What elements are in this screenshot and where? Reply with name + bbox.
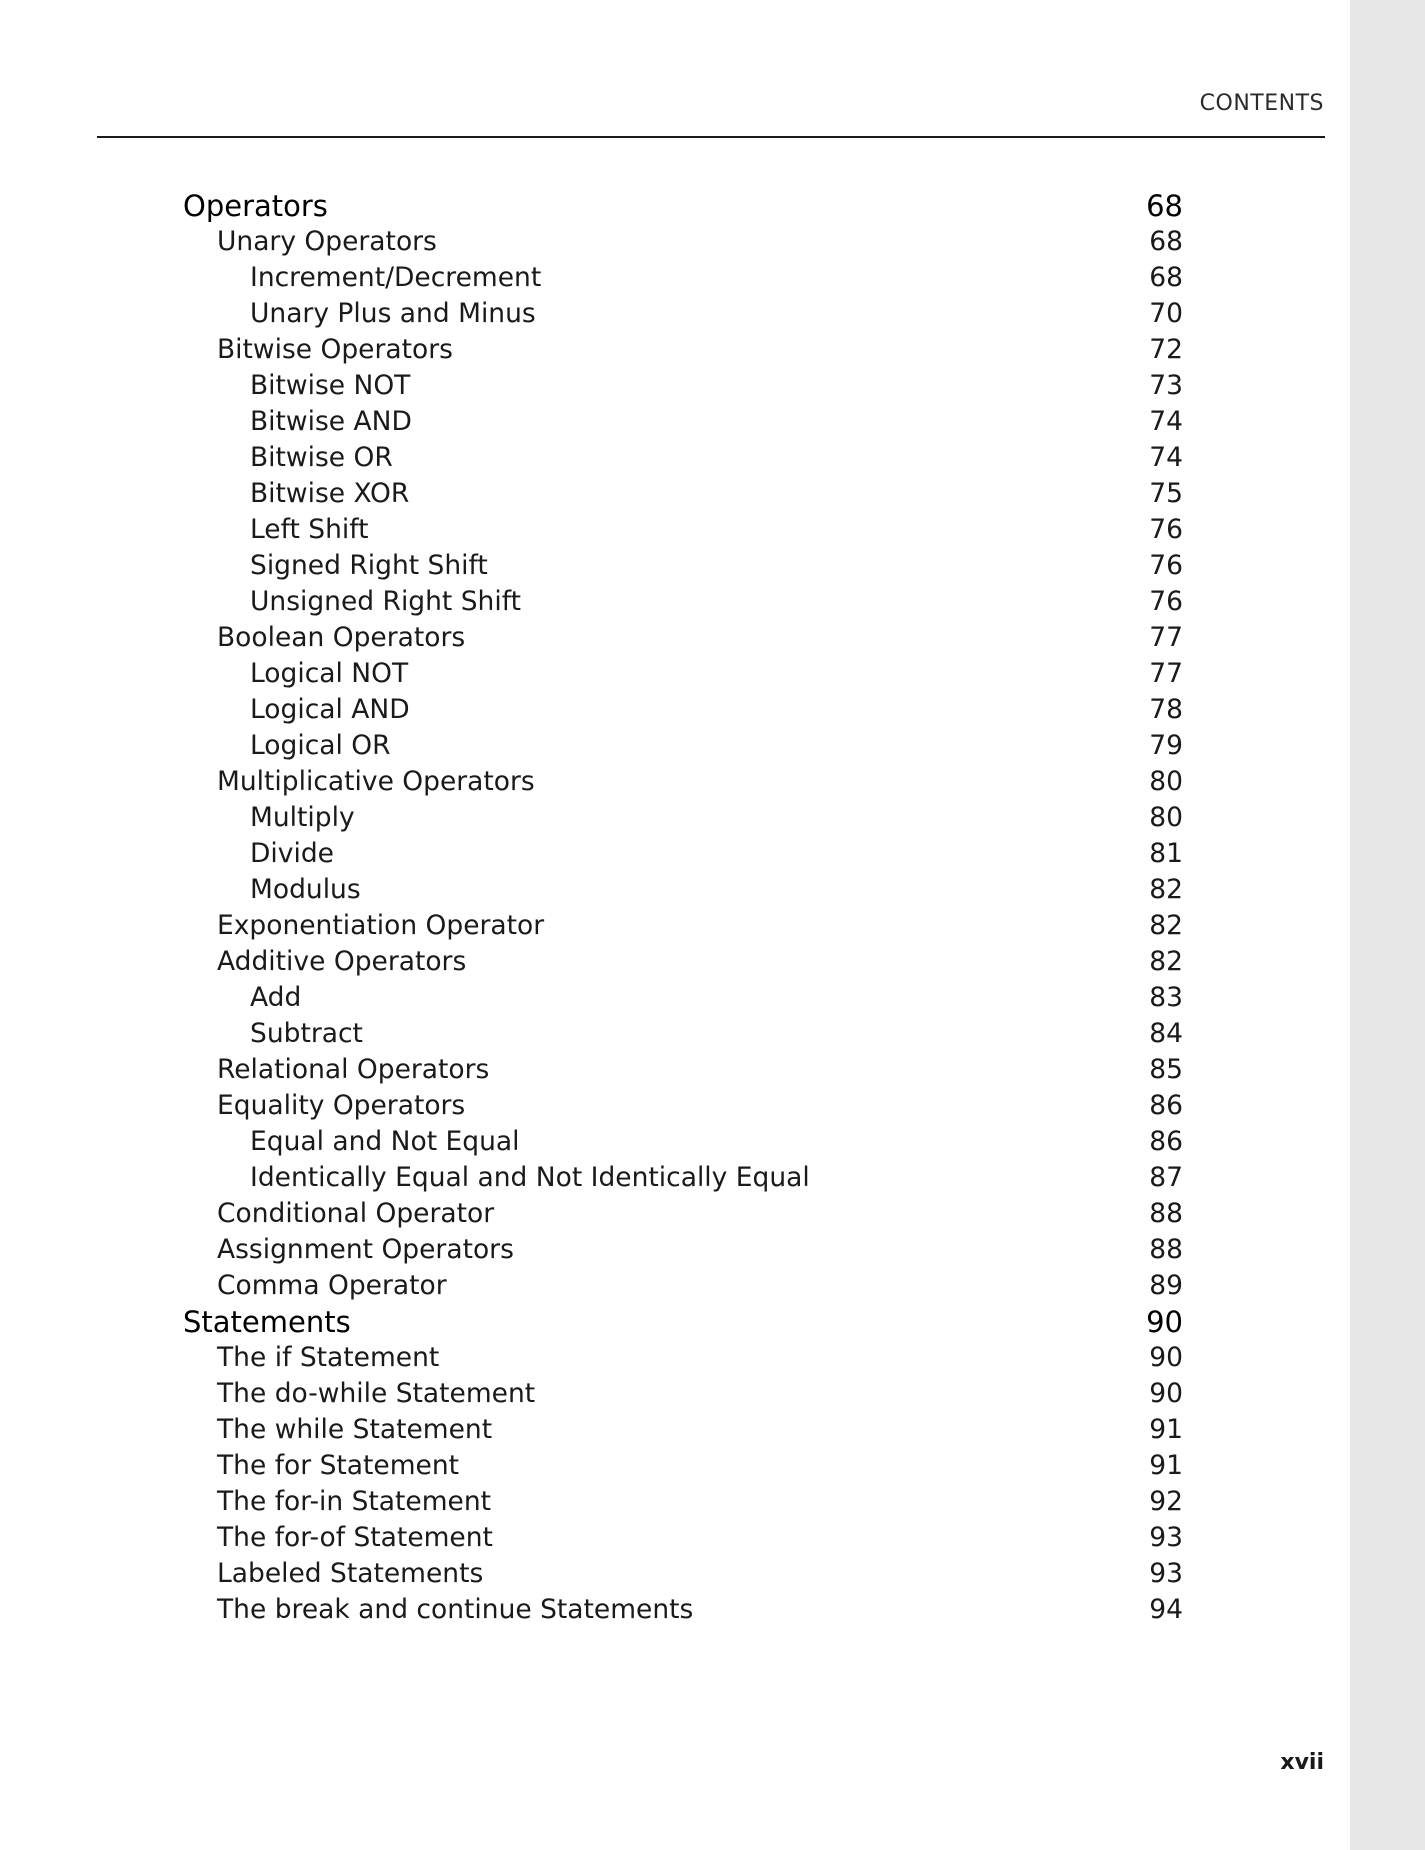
toc-entry-title: Operators (183, 189, 328, 223)
header-rule (97, 136, 1325, 138)
toc-entry-page: 80 (1149, 802, 1183, 833)
toc-entry-title: Bitwise NOT (250, 370, 411, 401)
toc-entry-title: Identically Equal and Not Identically Equal (250, 1162, 810, 1193)
toc-section-entry (183, 1304, 1183, 1340)
toc-subsection-entry (183, 224, 1183, 260)
toc-entry-title: Add (250, 982, 302, 1013)
toc-subsection-entry (183, 1088, 1183, 1124)
toc-entry-page: 85 (1149, 1054, 1183, 1085)
toc-entry-title: The for Statement (217, 1450, 460, 1481)
toc-entry-page: 76 (1149, 550, 1183, 581)
toc-entry-page: 91 (1149, 1414, 1183, 1445)
toc-entry-page: 88 (1149, 1198, 1183, 1229)
toc-entry-title: Additive Operators (217, 946, 467, 977)
toc-subsubsection-entry (183, 512, 1183, 548)
toc-entry-title: The do-while Statement (217, 1378, 536, 1409)
toc-subsection-entry (183, 764, 1183, 800)
toc-subsubsection-entry (183, 548, 1183, 584)
toc-section-entry (183, 188, 1183, 224)
toc-subsubsection-entry (183, 980, 1183, 1016)
toc-entry-title: Labeled Statements (217, 1558, 484, 1589)
toc-entry-title: The while Statement (217, 1414, 493, 1445)
toc-entry-page: 92 (1149, 1486, 1183, 1517)
toc-subsection-entry (183, 1376, 1183, 1412)
toc-entry-page: 73 (1149, 370, 1183, 401)
toc-subsubsection-entry (183, 1016, 1183, 1052)
toc-subsection-entry (183, 1520, 1183, 1556)
toc-entry-title: Bitwise Operators (217, 334, 453, 365)
toc-entry-title: Multiplicative Operators (217, 766, 535, 797)
toc-subsubsection-entry (183, 296, 1183, 332)
toc-subsection-entry (183, 1592, 1183, 1628)
toc-entry-page: 80 (1149, 766, 1183, 797)
toc-entry-page: 70 (1149, 298, 1183, 329)
running-head: CONTENTS (1199, 91, 1324, 116)
toc-entry-title: Comma Operator (217, 1270, 447, 1301)
toc-entry-title: Bitwise OR (250, 442, 393, 473)
toc-entry-page: 83 (1149, 982, 1183, 1013)
toc-subsection-entry (183, 1448, 1183, 1484)
toc-entry-page: 94 (1149, 1594, 1183, 1625)
toc-entry-title: Unary Operators (217, 226, 437, 257)
toc-subsection-entry (183, 1196, 1183, 1232)
toc-entry-title: Signed Right Shift (250, 550, 488, 581)
toc-entry-page: 87 (1149, 1162, 1183, 1193)
toc-entry-page: 79 (1149, 730, 1183, 761)
toc-entry-title: The for-of Statement (217, 1522, 493, 1553)
toc-subsubsection-entry (183, 476, 1183, 512)
toc-entry-page: 74 (1149, 442, 1183, 473)
toc-entry-page: 77 (1149, 658, 1183, 689)
toc-subsubsection-entry (183, 260, 1183, 296)
toc-entry-page: 75 (1149, 478, 1183, 509)
toc-subsubsection-entry (183, 368, 1183, 404)
toc-subsubsection-entry (183, 404, 1183, 440)
toc-subsection-entry (183, 1052, 1183, 1088)
toc-subsubsection-entry (183, 1160, 1183, 1196)
toc-subsection-entry (183, 1484, 1183, 1520)
toc-entry-page: 76 (1149, 514, 1183, 545)
toc-entry-page: 86 (1149, 1090, 1183, 1121)
toc-subsection-entry (183, 1412, 1183, 1448)
toc-entry-title: The for-in Statement (217, 1486, 492, 1517)
toc-entry-title: Logical AND (250, 694, 410, 725)
toc-entry-title: Boolean Operators (217, 622, 466, 653)
toc-entry-title: Bitwise XOR (250, 478, 410, 509)
toc-entry-title: The break and continue Statements (217, 1594, 694, 1625)
toc-entry-page: 78 (1149, 694, 1183, 725)
toc-entry-page: 86 (1149, 1126, 1183, 1157)
page-number: xvii (1280, 1750, 1324, 1775)
toc-entry-title: Statements (183, 1305, 351, 1339)
toc-entry-page: 88 (1149, 1234, 1183, 1265)
toc-subsubsection-entry (183, 872, 1183, 908)
toc-entry-title: Left Shift (250, 514, 369, 545)
toc-entry-page: 82 (1149, 910, 1183, 941)
toc-entry-page: 72 (1149, 334, 1183, 365)
page-margin-strip (1350, 0, 1425, 1850)
toc-entry-title: Increment/Decrement (250, 262, 542, 293)
toc-entry-title: Subtract (250, 1018, 363, 1049)
toc-subsection-entry (183, 620, 1183, 656)
toc-entry-page: 77 (1149, 622, 1183, 653)
toc-entry-page: 90 (1149, 1342, 1183, 1373)
toc-entry-title: Modulus (250, 874, 361, 905)
toc-entry-page: 74 (1149, 406, 1183, 437)
toc-subsubsection-entry (183, 1124, 1183, 1160)
toc-entry-page: 90 (1146, 1305, 1183, 1339)
toc-entry-page: 82 (1149, 874, 1183, 905)
toc-entry-title: Unary Plus and Minus (250, 298, 536, 329)
toc-subsubsection-entry (183, 440, 1183, 476)
toc-entry-page: 82 (1149, 946, 1183, 977)
toc-entry-page: 68 (1149, 262, 1183, 293)
toc-subsection-entry (183, 944, 1183, 980)
toc-subsubsection-entry (183, 584, 1183, 620)
toc-subsection-entry (183, 1340, 1183, 1376)
toc-entry-title: Multiply (250, 802, 355, 833)
toc-entry-title: Unsigned Right Shift (250, 586, 521, 617)
toc-entry-title: The if Statement (217, 1342, 440, 1373)
toc-subsection-entry (183, 1556, 1183, 1592)
toc-entry-title: Divide (250, 838, 334, 869)
toc-entry-page: 89 (1149, 1270, 1183, 1301)
toc-entry-page: 68 (1149, 226, 1183, 257)
table-of-contents (183, 188, 1183, 1628)
toc-subsubsection-entry (183, 692, 1183, 728)
toc-subsection-entry (183, 1232, 1183, 1268)
toc-subsubsection-entry (183, 800, 1183, 836)
toc-entry-page: 93 (1149, 1558, 1183, 1589)
toc-subsection-entry (183, 908, 1183, 944)
toc-entry-title: Assignment Operators (217, 1234, 514, 1265)
toc-subsubsection-entry (183, 836, 1183, 872)
toc-entry-title: Logical NOT (250, 658, 409, 689)
toc-entry-title: Equal and Not Equal (250, 1126, 520, 1157)
toc-entry-title: Conditional Operator (217, 1198, 495, 1229)
toc-entry-page: 93 (1149, 1522, 1183, 1553)
toc-entry-title: Logical OR (250, 730, 391, 761)
toc-entry-title: Equality Operators (217, 1090, 466, 1121)
toc-entry-page: 84 (1149, 1018, 1183, 1049)
toc-entry-page: 68 (1146, 189, 1183, 223)
toc-entry-page: 76 (1149, 586, 1183, 617)
toc-entry-title: Relational Operators (217, 1054, 490, 1085)
toc-entry-page: 91 (1149, 1450, 1183, 1481)
toc-entry-title: Exponentiation Operator (217, 910, 545, 941)
toc-subsection-entry (183, 1268, 1183, 1304)
toc-subsubsection-entry (183, 728, 1183, 764)
toc-entry-title: Bitwise AND (250, 406, 412, 437)
toc-entry-page: 90 (1149, 1378, 1183, 1409)
toc-subsubsection-entry (183, 656, 1183, 692)
toc-subsection-entry (183, 332, 1183, 368)
toc-entry-page: 81 (1149, 838, 1183, 869)
